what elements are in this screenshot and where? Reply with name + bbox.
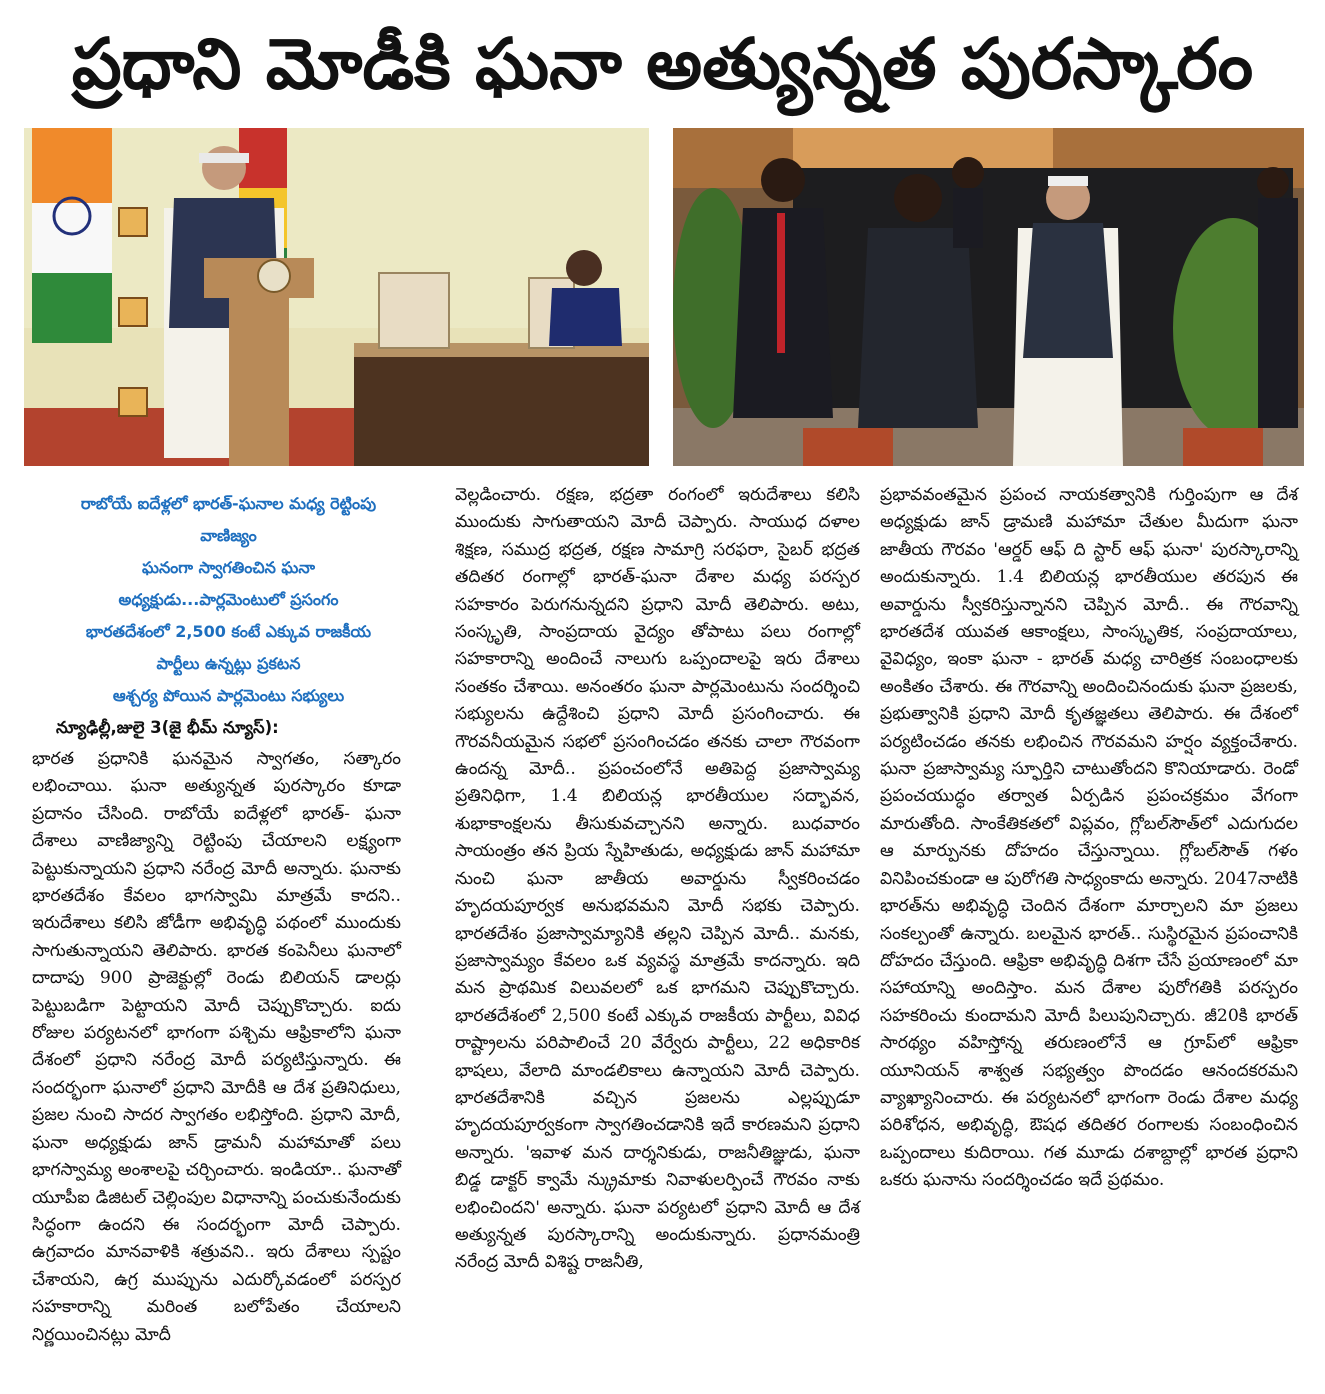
column-3	[880, 482, 1298, 1382]
article-text-column-3: ప్రభావవంతమైన ప్రపంచ నాయకత్వానికి గుర్తింపుగా ఆ దేశ అధ్యక్షుడు జాన్‌ డ్రామణి మహామా చేతుల మీదుగా ఘనా జాతీయ గౌరవం 'ఆర్డర్‌ ఆఫ్‌ ది స్టార్‌ ఆఫ్‌ ఘనా' పురస్కారాన్ని అందుకున్నారు. 1.4 బిలియన్ల భారతీయుల తరపున ఈ అవార్డును స్వీకరిస్తున్నానని చెప్పిన మోదీ.. ఈ గౌరవాన్ని భారతదేశ యువత ఆకాంక్షలు, సాంస్కృతిక, సంప్రదాయాలు, వైవిధ్యం, ఇంకా ఘనా - భారత్‌ మధ్య చారిత్రక సంబంధాలకు అంకితం చేశారు. ఈ గౌరవాన్ని అందించినందుకు ఘనా ప్రజలకు, ప్రభుత్వానికి ప్రధాని మోదీ కృతజ్ఞతలు తెలిపారు. ఈ దేశంలో పర్యటించడం తనకు లభించిన గౌరవమని హర్షం వ్యక్తంచేశారు. ఘనా ప్రజాస్వామ్య స్ఫూర్తిని చాటుతోందని కొనియాడారు. రెండో ప్రపంచయుద్ధం తర్వాత ఏర్పడిన ప్రపంచక్రమం వేగంగా మారుతోంది. సాంకేతికతలో విప్లవం, గ్లోబల్‌సౌత్‌లో ఎదుగుదల ఆ మార్పునకు దోహదం చేస్తున్నాయి. గ్లోబల్‌సౌత్‌ గళం వినిపించకుండా ఆ పురోగతి సాధ్యంకాదు అన్నారు. 2047నాటికి భారత్‌ను అభివృద్ధి చెందిన దేశంగా మార్చాలని మా ప్రజలు సంకల్పంతో ఉన్నారు. బలమైన భారత్‌.. సుస్థిరమైన ప్రపంచానికి దోహదం చేస్తుంది. ఆఫ్రికా అభివృద్ధి దిశగా చేసే ప్రయాణంలో మా సహాయాన్ని అందిస్తాం. మన దేశాల పురోగతికి పరస్పరం సహకరించు కుందామని మోదీ పిలుపునిచ్చారు. జీ20కి భారత్‌ సారథ్యం వహిస్తోన్న తరుణంలోనే ఆ గ్రూప్‌లో ఆఫ్రికా యూనియన్‌ శాశ్వత సభ్యత్వం పొందడం ఆనందకరమని వ్యాఖ్యానించారు. ఈ పర్యటనలో భాగంగా రెండు దేశాల మధ్య పరిశోధన, అభివృద్ధి, ఔషధ తదితర రంగాలకు సంబంధించిన ఒప్పందాలు కుదిరాయి. గత మూడు దశాబ్దాల్లో భారత ప్రధాని ఒకరు ఘనాను సందర్శించడం ఇదే ప్రథమం.	[880, 485, 1298, 1191]
kicker-line: భారతదేశంలో 2,500 కంటే ఎక్కువ రాజకీయ	[85, 622, 372, 641]
article-text-column-1: భారత ప్రధానికి ఘనమైన స్వాగతం, సత్కారం లభించాయి. ఘనా అత్యున్నత పురస్కారం కూడా ప్రదానం చేసింది. రాబోయే ఐదేళ్లలో భారత్‌- ఘనా దేశాలు వాణిజ్యాన్ని రెట్టింపు చేయాలని లక్ష్యంగా పెట్టుకున్నాయని ప్రధాని నరేంద్ర మోదీ అన్నారు. ఘనాకు భారతదేశం కేవలం భాగస్వామి మాత్రమే కాదని.. ఇరుదేశాలు కలిసి జోడీగా అభివృద్ధి పథంలో ముందుకు సాగుతున్నాయని తెలిపారు. భారత కంపెనీలు ఘనాలో దాదాపు 900 ప్రాజెక్టుల్లో రెండు బిలియన్‌ డాలర్లు పెట్టుబడిగా పెట్టాయని మోదీ చెప్పుకొచ్చారు. ఐదు రోజుల పర్యటనలో భాగంగా పశ్చిమ ఆఫ్రికాలోని ఘనా దేశంలో ప్రధాని నరేంద్ర మోదీ పర్యటిస్తున్నారు. ఈ సందర్భంగా ఘనాలో ప్రధాని మోదీకి ఆ దేశ ప్రతినిధులు, ప్రజల నుంచి సాదర స్వాగతం లభిస్తోంది. ప్రధాని మోదీ, ఘనా అధ్యక్షుడు జాన్‌ డ్రామనీ మహామాతో పలు భాగస్వామ్య అంశాలపై చర్చించారు. ఇండియా.. ఘనాతో యూపీఐ డిజిటల్‌ చెల్లింపుల విధానాన్ని పంచుకునేందుకు సిద్ధంగా ఉందని ఈ సందర్భంగా మోదీ చెప్పారు. ఉగ్రవాదం మానవాళికి శత్రువని.. ఇరు దేశాలు స్పష్టం చేశాయని, ఉగ్ర ముప్పును ఎదుర్కోవడంలో పరస్పర సహకారాన్ని మరింత బలోపేతం చేయాలని నిర్ణయించినట్లు మోదీ	[32, 749, 401, 1345]
article-text-column-2: వెల్లడించారు. రక్షణ, భద్రతా రంగంలో ఇరుదేశాలు కలిసి ముందుకు సాగుతాయని మోదీ చెప్పారు. సాయుధ దళాల శిక్షణ, సముద్ర భద్రత, రక్షణ సామాగ్రి సరఫరా, సైబర్‌ భద్రత తదితర రంగాల్లో భారత్‌-ఘనా దేశాల మధ్య పరస్పర సహకారం పెరుగనున్నదని ప్రధాని మోదీ తెలిపారు. అటు, సంస్కృతి, సాంప్రదాయ వైద్యం తోపాటు పలు రంగాల్లో సహకారాన్ని అందించే నాలుగు ఒప్పందాలపై ఇరు దేశాలు సంతకం చేశాయి. అనంతరం ఘనా పార్లమెంటును సందర్శించి సభ్యులను ఉద్దేశించి ప్రధాని మోదీ ప్రసంగించారు. ఈ గౌరవనీయమైన సభలో ప్రసంగించడం తనకు చాలా గౌరవంగా ఉందన్న మోదీ.. ప్రపంచంలోనే అతిపెద్ద ప్రజాస్వామ్య ప్రతినిధిగా, 1.4 బిలియన్ల భారతీయుల సద్భావన, శుభాకాంక్షలను తీసుకువచ్చానని అన్నారు. బుధవారం సాయంత్రం తన ప్రియ స్నేహితుడు, అధ్యక్షుడు జాన్‌ మహామా నుంచి ఘనా జాతీయ అవార్డును స్వీకరించడం హృదయపూర్వక అనుభవమని మోదీ సభకు చెప్పారు. భారతదేశం ప్రజాస్వామ్యానికి తల్లని చెప్పిన మోదీ.. మనకు, ప్రజాస్వామ్యం కేవలం ఒక వ్యవస్థ మాత్రమే కాదన్నారు. ఇది మన ప్రాథమిక విలువలలో ఒక భాగమని చెప్పుకొచ్చారు. భారతదేశంలో 2,500 కంటే ఎక్కువ రాజకీయ పార్టీలు, వివిధ రాష్ట్రాలను పరిపాలించే 20 వేర్వేరు పార్టీలు, 22 అధికారిక భాషలు, వేలాది మాండలికాలు ఉన్నాయని మోదీ చెప్పారు. భారతదేశానికి వచ్చిన ప్రజలను ఎల్లప్పుడూ హృదయపూర్వకంగా స్వాగతించడానికి ఇదే కారణమని ప్రధాని అన్నారు. 'ఇవాళ మన దార్శనికుడు, రాజనీతిజ్ఞుడు, ఘనా బిడ్డ డాక్టర్‌ క్వామే న్క్రుమాకు నివాళులర్పించే గౌరవం నాకు లభించిందని' అన్నారు. ఘనా పర్యటలో ప్రధాని మోదీ ఆ దేశ అత్యున్నత పురస్కారాన్ని అందుకున్నారు. ప్రధానమంత్రి నరేంద్ర మోదీ విశిష్ట రాజనీతి,	[455, 485, 860, 1273]
kicker-line: వాణిజ్యం	[200, 526, 257, 545]
photo-modi-speech-image	[24, 128, 649, 466]
photo-modi-speech	[24, 128, 649, 466]
dateline: న్యూఢిల్లీ,జులై 3(జై భీమ్‌ న్యూస్‌):	[56, 718, 279, 737]
kicker-subheadings	[56, 488, 401, 712]
column-1	[32, 488, 401, 1388]
photo-modi-welcome	[673, 128, 1304, 466]
column-2	[455, 482, 860, 1382]
kicker-line: ఆశ్చర్య పోయిన పార్లమెంటు సభ్యులు	[112, 686, 345, 705]
kicker-line: ఘనంగా స్వాగతించిన ఘనా	[142, 558, 315, 577]
headline: ప్రధాని మోడీకి ఘనా అత్యున్నత పురస్కారం	[71, 23, 1254, 105]
photo-modi-welcome-image	[673, 128, 1304, 466]
kicker-line: పార్టీలు ఉన్నట్లు ప్రకటన	[156, 654, 301, 673]
kicker-line: అధ్యక్షుడు...పార్లమెంటులో ప్రసంగం	[118, 590, 339, 609]
kicker-line: రాబోయే ఐదేళ్లలో భారత్‌-ఘనాల మధ్య రెట్టింపు	[80, 494, 377, 513]
